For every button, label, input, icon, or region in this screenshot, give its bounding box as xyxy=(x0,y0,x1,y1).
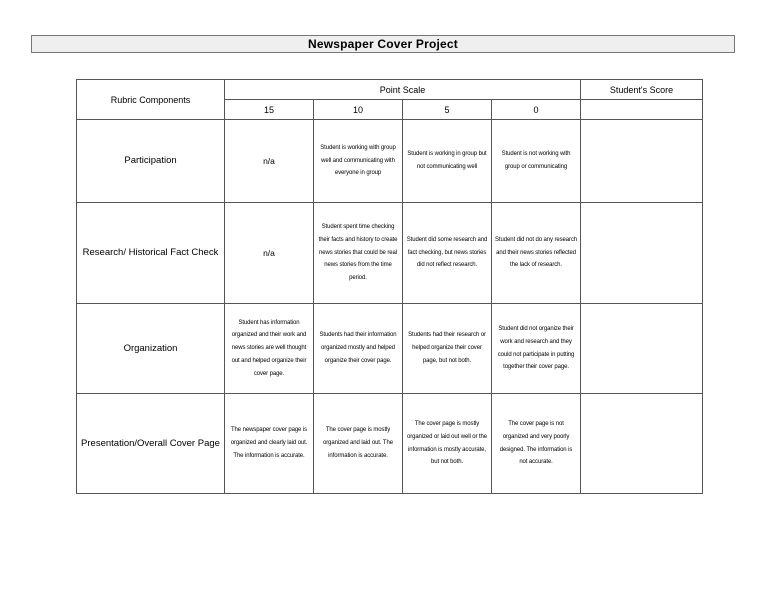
score-header: Student's Score xyxy=(581,80,703,100)
points-0: 0 xyxy=(492,100,581,120)
criteria-cell-10: Student is working with group well and communicating with everyone in group xyxy=(314,120,403,203)
criteria-cell-0: Student did not organize their work and research and they could not participate in putting together their cover page. xyxy=(492,304,581,394)
score-header-blank xyxy=(581,100,703,120)
student-score-cell xyxy=(581,304,703,394)
component-label: Organization xyxy=(77,304,225,394)
component-label: Presentation/Overall Cover Page xyxy=(77,394,225,494)
criteria-cell-15: Student has information organized and their work and news stories are well thought out and helped organize their cover page. xyxy=(225,304,314,394)
rubric-table xyxy=(76,79,703,494)
points-15: 15 xyxy=(225,100,314,120)
criteria-cell-5: The cover page is mostly organized or laid out well or the information is mostly accurate, but not both. xyxy=(403,394,492,494)
table-row-participation xyxy=(77,120,703,203)
criteria-cell-5: Student is working in group but not communicating well xyxy=(403,120,492,203)
page-title: Newspaper Cover Project xyxy=(31,35,735,53)
table-row-research xyxy=(77,203,703,304)
criteria-cell-5: Students had their research or helped organize their cover page, but not both. xyxy=(403,304,492,394)
points-5: 5 xyxy=(403,100,492,120)
header-row-1 xyxy=(77,80,703,100)
table-row-organization xyxy=(77,304,703,394)
criteria-cell-15: n/a xyxy=(225,120,314,203)
criteria-cell-5: Student did some research and fact checking, but news stories did not reflect research. xyxy=(403,203,492,304)
criteria-cell-0: The cover page is not organized and very poorly designed. The information is not accurate. xyxy=(492,394,581,494)
criteria-cell-10: Student spent time checking their facts and history to create news stories that could be real news stories from the time period. xyxy=(314,203,403,304)
criteria-cell-10: The cover page is mostly organized and laid out. The information is accurate. xyxy=(314,394,403,494)
component-label: Research/ Historical Fact Check xyxy=(77,203,225,304)
criteria-cell-15: The newspaper cover page is organized and clearly laid out. The information is accurate. xyxy=(225,394,314,494)
criteria-cell-15: n/a xyxy=(225,203,314,304)
component-label: Participation xyxy=(77,120,225,203)
student-score-cell xyxy=(581,394,703,494)
criteria-cell-10: Students had their information organized mostly and helped organize their cover page. xyxy=(314,304,403,394)
points-10: 10 xyxy=(314,100,403,120)
point-scale-header: Point Scale xyxy=(225,80,581,100)
criteria-cell-0: Student did not do any research and their news stories reflected the lack of research. xyxy=(492,203,581,304)
components-header: Rubric Components xyxy=(77,80,225,120)
table-row-presentation xyxy=(77,394,703,494)
criteria-cell-0: Student is not working with group or communicating xyxy=(492,120,581,203)
student-score-cell xyxy=(581,120,703,203)
student-score-cell xyxy=(581,203,703,304)
